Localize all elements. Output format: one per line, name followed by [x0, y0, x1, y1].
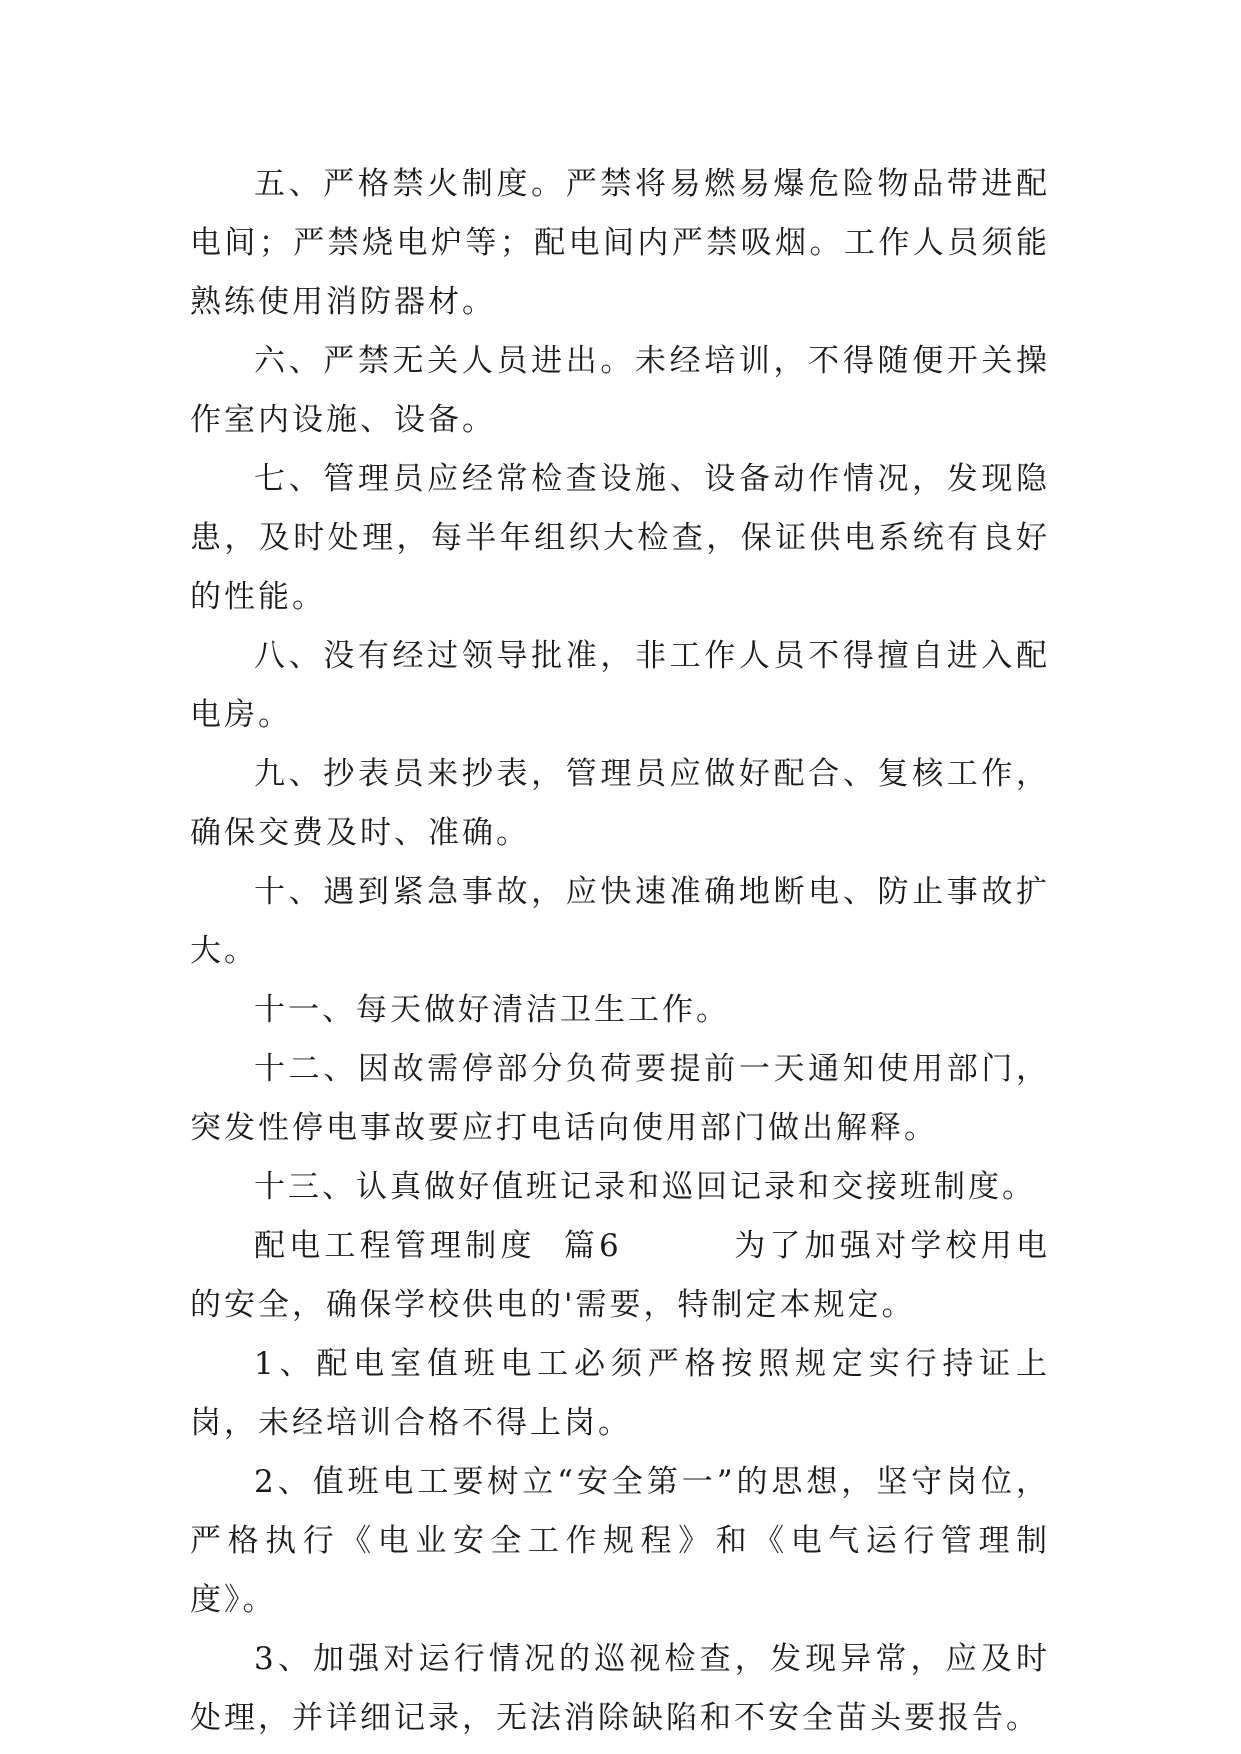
section-heading-part-6: 配电工程管理制度 篇6 为了加强对学校用电的安全，确保学校供电的'需要，特制定本规定。	[190, 1228, 1050, 1323]
paragraph-rule-8: 八、没有经过领导批准，非工作人员不得擅自进入配电房。	[190, 638, 1050, 733]
paragraph-rule-10: 十、遇到紧急事故，应快速准确地断电、防止事故扩大。	[190, 874, 1050, 969]
paragraph-item-1: 1、配电室值班电工必须严格按照规定实行持证上岗，未经培训合格不得上岗。	[190, 1346, 1050, 1441]
paragraph-item-2: 2、值班电工要树立“安全第一”的思想，坚守岗位，严格执行《电业安全工作规程》和《电气运行管理制度》。	[190, 1464, 1050, 1618]
paragraph-item-3: 3、加强对运行情况的巡视检查，发现异常，应及时处理，并详细记录，无法消除缺陷和不安全苗头要报告。	[190, 1641, 1050, 1736]
paragraph-rule-6: 六、严禁无关人员进出。未经培训，不得随便开关操作室内设施、设备。	[190, 343, 1050, 438]
paragraph-rule-5: 五、严格禁火制度。严禁将易燃易爆危险物品带进配电间；严禁烧电炉等；配电间内严禁吸烟。工作人员须能熟练使用消防器材。	[190, 166, 1050, 320]
paragraph-rule-7: 七、管理员应经常检查设施、设备动作情况，发现隐患，及时处理，每半年组织大检查，保证供电系统有良好的性能。	[190, 461, 1050, 615]
paragraph-rule-13: 十三、认真做好值班记录和巡回记录和交接班制度。	[254, 1169, 1036, 1205]
document-body	[190, 155, 1050, 1748]
paragraph-rule-12: 十二、因故需停部分负荷要提前一天通知使用部门，突发性停电事故要应打电话向使用部门做出解释。	[190, 1051, 1050, 1146]
paragraph-rule-9: 九、抄表员来抄表，管理员应做好配合、复核工作，确保交费及时、准确。	[190, 756, 1050, 851]
paragraph-rule-11: 十一、每天做好清洁卫生工作。	[254, 992, 730, 1028]
